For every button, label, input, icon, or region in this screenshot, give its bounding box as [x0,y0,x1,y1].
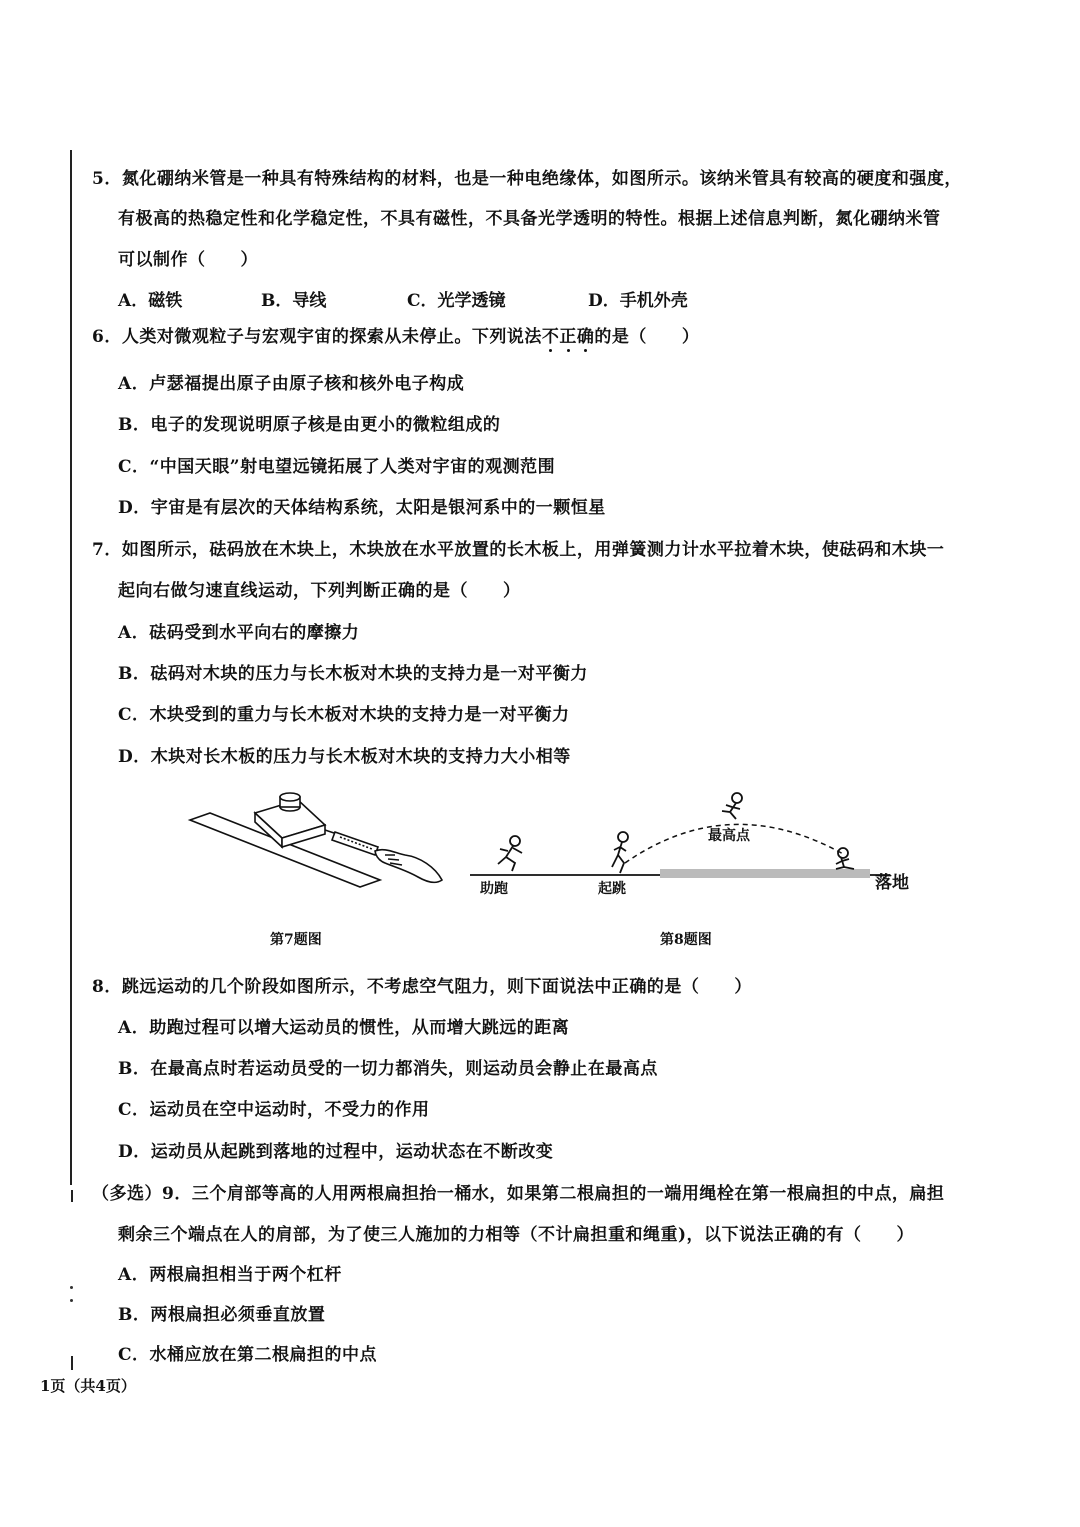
q6-stem-before: 6．人类对微观粒子与宏观宇宙的探索从未停止。下列说法 [92,327,542,347]
q9-line-1: （多选）9．三个肩部等高的人用两根扁担抬一桶水，如果第二根扁担的一端用绳栓在第一根扁担的中点，扁担 [92,1184,945,1204]
q7-option-d: D．木块对长木板的压力与长木板对木块的支持力大小相等 [118,747,571,767]
figures-q7-q8 [180,785,940,920]
q5-line-1: 5．氮化硼纳米管是一种具有特殊结构的材料，也是一种电绝缘体，如图所示。该纳米管具有较高的硬度和强度， [92,169,962,189]
runner-icon [498,836,522,871]
q9-option-c: C．水桶应放在第二根扁担的中点 [118,1345,378,1365]
q9-line-2: 剩余三个端点在人的肩部，为了使三人施加的力相等（不计扁担重和绳重)，以下说法正确的有（ ） [118,1225,915,1245]
q8-option-b: B．在最高点时若运动员受的一切力都消失，则运动员会静止在最高点 [118,1059,658,1079]
page-number: 1页（共4页） [40,1377,136,1395]
q7-line-1: 7．如图所示，砝码放在木块上，木块放在水平放置的长木板上，用弹簧测力计水平拉着木块，使砝码和木块一 [92,540,945,560]
q6-stem-after: 的是（ ） [594,327,700,347]
q5-option-d: D．手机外壳 [588,291,688,311]
margin-mark [71,1356,73,1370]
q9-option-b: B．两根扁担必须垂直放置 [118,1305,326,1325]
q5-option-a: A．磁铁 [118,291,183,311]
margin-line [70,150,72,1185]
q6-option-b: B．电子的发现说明原子核是由更小的微粒组成的 [118,415,501,435]
q8-option-a: A．助跑过程可以增大运动员的惯性，从而增大跳远的距离 [118,1018,570,1038]
label-run: 助跑 [480,881,508,897]
landing-jumper-icon [836,848,854,869]
fig7-caption: 第7题图 [270,932,322,948]
margin-dot [70,1286,73,1289]
label-landing: 落地 [875,873,909,893]
q8-option-c: C．运动员在空中运动时，不受力的作用 [118,1100,430,1120]
q6-emphasis-char: 不 [541,327,560,347]
q5-line-3: 可以制作（ ） [118,250,258,270]
q5-option-b: B．导线 [261,291,327,311]
q8-option-d: D．运动员从起跳到落地的过程中，运动状态在不断改变 [118,1142,554,1162]
q7-line-2: 起向右做匀速直线运动，下列判断正确的是（ ） [118,581,521,601]
q5-line-2: 有极高的热稳定性和化学稳定性，不具有磁性，不具备光学透明的特性。根据上述信息判断，氮化硼纳米管 [118,209,941,229]
q7-option-b: B．砝码对木块的压力与长木板对木块的支持力是一对平衡力 [118,664,588,684]
label-highest: 最高点 [708,828,750,844]
q8-line-1: 8．跳远运动的几个阶段如图所示，不考虑空气阻力，则下面说法中正确的是（ ） [92,977,752,997]
q7-option-c: C．木块受到的重力与长木板对木块的支持力是一对平衡力 [118,705,570,725]
q7-figure [190,793,442,887]
q6-emphasis-char: 正 [559,327,577,347]
q6-option-a: A．卢瑟福提出原子由原子核和核外电子构成 [118,374,465,394]
q7-option-a: A．砝码受到水平向右的摩擦力 [118,623,360,643]
q6-option-d: D．宇宙是有层次的天体结构系统，太阳是银河系中的一颗恒星 [118,498,606,518]
q9-option-a: A．两根扁担相当于两个杠杆 [118,1265,342,1285]
q6-emphasis-char: 确 [576,327,595,347]
label-takeoff: 起跳 [598,881,626,897]
margin-mark [71,1190,73,1202]
margin-dot [70,1299,73,1302]
q6-option-c: C．“中国天眼”射电望远镜拓展了人类对宇宙的观测范围 [118,457,556,477]
highest-point-jumper-icon [722,793,742,819]
q6-stem [92,326,699,348]
q8-figure [470,793,890,878]
q5-option-c: C．光学透镜 [407,291,506,311]
takeoff-jumper-icon [612,832,628,873]
fig8-caption: 第8题图 [660,932,712,948]
